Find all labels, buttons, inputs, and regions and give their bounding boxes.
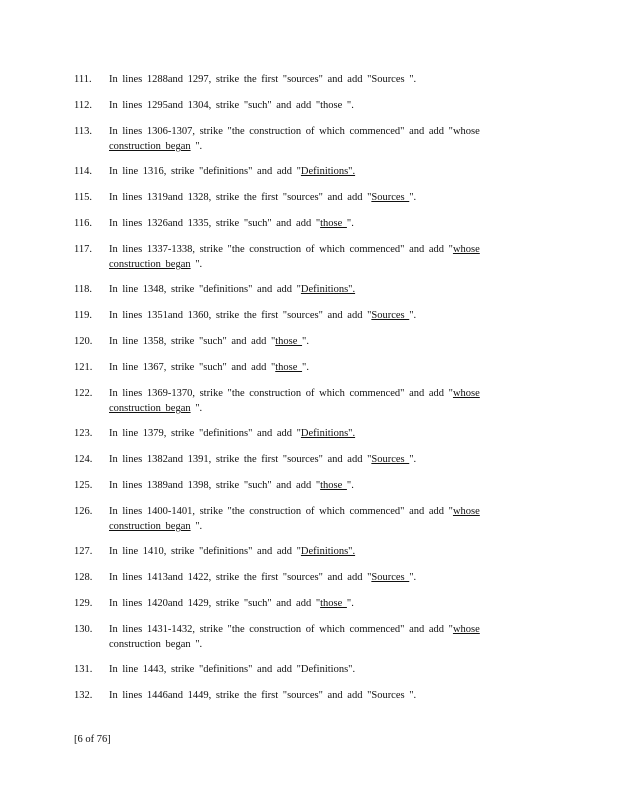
instruction-text: ". — [190, 259, 203, 270]
inserted-text: those — [320, 480, 347, 491]
inserted-text: those — [275, 362, 303, 373]
instruction-text: In lines 1306-1307, strike "the construction of which commenced" and add "whose — [109, 126, 480, 137]
instruction-text: In lines 1288and 1297, strike the first "sources" and add "Sources ". — [109, 74, 417, 85]
instruction-text: ". — [346, 598, 354, 609]
amendment-text-line — [109, 242, 519, 257]
amendment-number: 113. — [74, 126, 92, 137]
amendment-number: 127. — [74, 546, 93, 557]
instruction-text: In line 1443, strike "definitions" and add "Definitions". — [109, 664, 356, 675]
inserted-text: those — [320, 218, 347, 229]
amendment-number: 131. — [74, 664, 93, 675]
instruction-text: In lines 1413and 1422, strike the first "sources" and add " — [109, 572, 372, 583]
instruction-text: In lines 1431-1432, strike "the construction of which commenced" and add " — [109, 624, 453, 635]
amendment-text — [109, 570, 519, 585]
instruction-text: ". — [346, 480, 354, 491]
amendment-text — [109, 544, 519, 559]
amendment-text-line — [109, 426, 519, 441]
amendment-text — [109, 98, 519, 113]
amendment-text-line — [109, 570, 519, 585]
inserted-text: whose — [452, 388, 480, 399]
amendment-text-line — [109, 164, 519, 179]
inserted-text: those — [275, 336, 303, 347]
instruction-text: ". — [190, 403, 203, 414]
instruction-text: In lines 1351and 1360, strike the first "sources" and add " — [109, 310, 372, 321]
amendment-text — [109, 622, 519, 652]
amendment-text-line — [109, 504, 519, 519]
amendment-number: 111. — [74, 74, 92, 85]
inserted-text: construction began — [109, 403, 191, 414]
instruction-text: In line 1316, strike "definitions" and add " — [109, 166, 301, 177]
inserted-text: construction began — [109, 259, 191, 270]
amendment-text-line — [109, 334, 519, 349]
amendment-text-line — [109, 257, 519, 272]
instruction-text: ". — [346, 218, 354, 229]
amendment-text-line — [109, 139, 519, 154]
amendment-text — [109, 216, 519, 231]
amendment-text-line — [109, 544, 519, 559]
instruction-text: ". — [190, 141, 203, 152]
amendment-number: 122. — [74, 388, 93, 399]
amendment-text — [109, 124, 519, 154]
amendment-text — [109, 504, 519, 534]
inserted-text: construction began — [109, 141, 191, 152]
instruction-text: ". — [409, 310, 417, 321]
inserted-text: whose — [452, 506, 480, 517]
inserted-text: Definitions". — [300, 284, 356, 295]
amendment-text — [109, 688, 519, 703]
amendment-number: 129. — [74, 598, 93, 609]
amendment-number: 117. — [74, 244, 92, 255]
amendment-text — [109, 334, 519, 349]
amendment-number: 121. — [74, 362, 93, 373]
amendment-text-line — [109, 622, 519, 637]
amendment-number: 124. — [74, 454, 93, 465]
inserted-text: Definitions". — [300, 428, 356, 439]
instruction-text: ". — [409, 572, 417, 583]
amendment-text — [109, 242, 519, 272]
instruction-text: In lines 1382and 1391, strike the first "sources" and add " — [109, 454, 372, 465]
instruction-text: In lines 1326and 1335, strike "such" and add " — [109, 218, 321, 229]
amendment-number: 112. — [74, 100, 92, 111]
amendment-text — [109, 386, 519, 416]
inserted-text: whose — [452, 244, 480, 255]
amendment-text-line — [109, 519, 519, 534]
amendment-text — [109, 360, 519, 375]
instruction-text: In lines 1337-1338, strike "the construction of which commenced" and add " — [109, 244, 453, 255]
instruction-text: In lines 1319and 1328, strike the first "sources" and add " — [109, 192, 372, 203]
instruction-text: ". — [409, 454, 417, 465]
amendment-text-line — [109, 478, 519, 493]
amendment-text-line — [109, 282, 519, 297]
amendment-text-line — [109, 190, 519, 205]
amendment-text-line — [109, 216, 519, 231]
inserted-text: Sources — [371, 192, 410, 203]
instruction-text: In line 1379, strike "definitions" and add " — [109, 428, 301, 439]
inserted-text: Definitions". — [300, 166, 356, 177]
amendment-number: 115. — [74, 192, 92, 203]
amendment-number: 120. — [74, 336, 93, 347]
amendment-text — [109, 308, 519, 323]
amendment-text-line — [109, 688, 519, 703]
amendment-number: 123. — [74, 428, 93, 439]
instruction-text: In line 1367, strike "such" and add " — [109, 362, 276, 373]
amendment-text-line — [109, 401, 519, 416]
amendment-text-line — [109, 662, 519, 677]
amendment-text — [109, 662, 519, 677]
instruction-text: In lines 1400-1401, strike "the construction of which commenced" and add " — [109, 506, 453, 517]
amendment-text-line — [109, 452, 519, 467]
amendment-number: 126. — [74, 506, 93, 517]
instruction-text: In lines 1389and 1398, strike "such" and add " — [109, 480, 321, 491]
instruction-text: In lines 1420and 1429, strike "such" and add " — [109, 598, 321, 609]
amendment-text — [109, 426, 519, 441]
amendment-text-line — [109, 637, 519, 652]
instruction-text: In line 1358, strike "such" and add " — [109, 336, 276, 347]
amendment-text-line — [109, 72, 519, 87]
amendment-text-line — [109, 308, 519, 323]
instruction-text: ". — [302, 362, 309, 373]
amendment-number: 119. — [74, 310, 92, 321]
instruction-text: ". — [302, 336, 309, 347]
amendment-text — [109, 164, 519, 179]
amendment-number: 116. — [74, 218, 92, 229]
instruction-text: In lines 1295and 1304, strike "such" and add "those ". — [109, 100, 354, 111]
amendment-text-line — [109, 124, 519, 139]
amendment-number: 130. — [74, 624, 93, 635]
amendment-text — [109, 190, 519, 205]
amendment-text — [109, 282, 519, 297]
instruction-text: In line 1348, strike "definitions" and add " — [109, 284, 301, 295]
page-number: [6 of 76] — [74, 734, 111, 745]
inserted-text: whose — [452, 624, 480, 635]
amendment-text — [109, 72, 519, 87]
amendment-text — [109, 478, 519, 493]
amendment-text-line — [109, 360, 519, 375]
instruction-text: construction began ". — [109, 639, 203, 650]
amendment-text-line — [109, 386, 519, 401]
instruction-text: In lines 1369-1370, strike "the construction of which commenced" and add " — [109, 388, 453, 399]
amendment-number: 132. — [74, 690, 93, 701]
amendment-number: 128. — [74, 572, 93, 583]
amendment-number: 118. — [74, 284, 92, 295]
inserted-text: Sources — [371, 572, 410, 583]
instruction-text: ". — [190, 521, 203, 532]
instruction-text: In lines 1446and 1449, strike the first "sources" and add "Sources ". — [109, 690, 417, 701]
inserted-text: those — [320, 598, 347, 609]
instruction-text: ". — [409, 192, 417, 203]
inserted-text: Definitions". — [300, 546, 356, 557]
amendment-number: 114. — [74, 166, 92, 177]
amendment-text — [109, 452, 519, 467]
inserted-text: Sources — [371, 310, 410, 321]
amendment-text — [109, 596, 519, 611]
amendment-text-line — [109, 596, 519, 611]
amendment-number: 125. — [74, 480, 93, 491]
amendment-text-line — [109, 98, 519, 113]
instruction-text: In line 1410, strike "definitions" and add " — [109, 546, 301, 557]
inserted-text: construction began — [109, 521, 191, 532]
inserted-text: Sources — [371, 454, 410, 465]
